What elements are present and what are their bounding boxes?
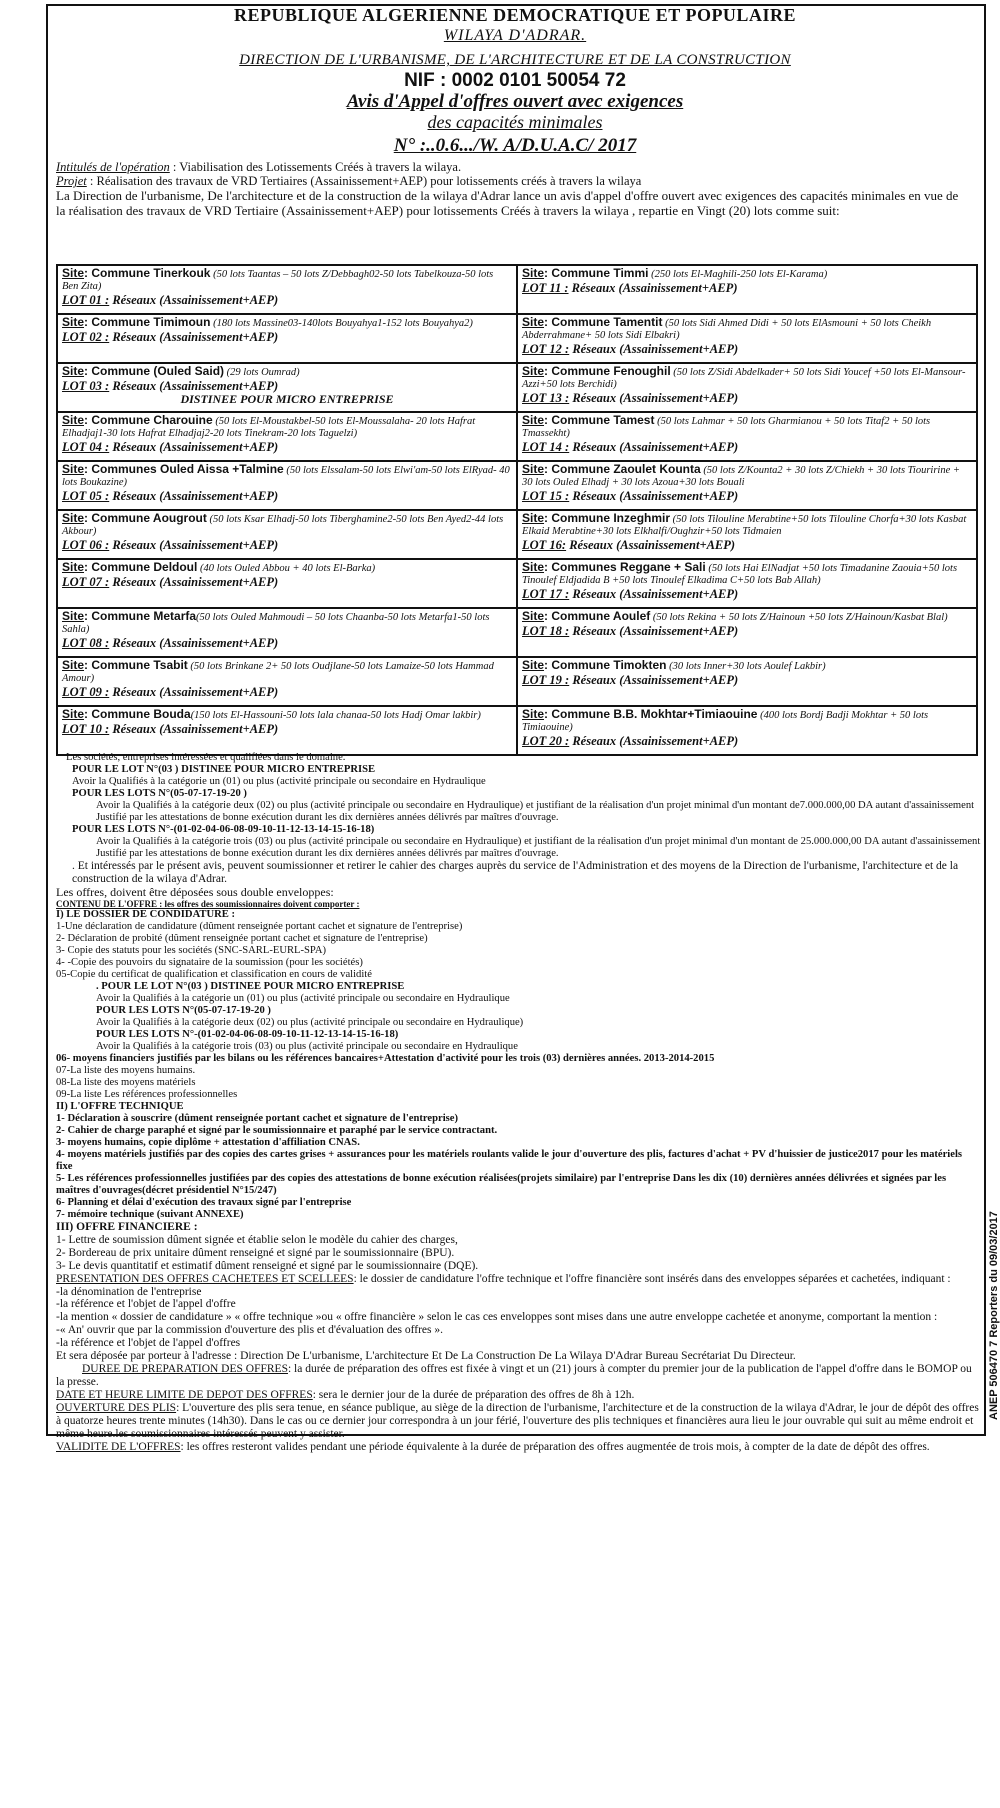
- commune-name: : Commune Aoulef: [544, 609, 651, 623]
- lots-detail: (50 lots Tilouline Merabtine+50 lots Tilouline Chorfa+30 lots Kasbat Elkaid Merabtine+30 lots Elkhalfi/Oughzir+50 lots Tidmaien: [522, 514, 967, 537]
- body-line: Les offres, doivent être déposées sous double enveloppes:: [56, 885, 334, 899]
- body-line: 08-La liste des moyens matériels: [56, 1076, 196, 1088]
- commune-name: : Commune Charouine: [84, 413, 213, 427]
- site-keyword: Site: [62, 609, 85, 623]
- lots-detail: (50 lots Ksar Elhadj-50 lots Tiberghamine2-50 lots Ben Ayed2-44 lots Akbour): [62, 514, 504, 537]
- commune-name: : Commune (Ouled Said): [84, 364, 225, 378]
- body-line: 06- moyens financiers justifiés par les bilans ou les références bancaires+Attestation d'activité pour les trois (03) dernières années. 2013-2014-2015: [56, 1053, 715, 1065]
- lot-number: LOT 18 :: [522, 623, 570, 638]
- body-line: III) OFFRE FINANCIERE :: [56, 1220, 198, 1233]
- lot-line: [62, 489, 512, 503]
- commune-name: : Communes Ouled Aissa +Talmine: [84, 462, 284, 476]
- body-paragraph: Avoir la Qualifiés à la catégorie deux (02) ou plus (activité principale ou secondaire en Hydraulique) et justifiant de la réalisation d'un projet minimal d'un montant de7.000.000,00 DA autant d'assainissement Justifié par les attestations de bonne exécution durant les dix dernières années délivrés par maîtres d'ouvrage.: [96, 799, 975, 823]
- site-line: [522, 512, 972, 538]
- lots-detail: (150 lots El-Hassouni-50 lots lala chanaa-50 lots Hadj Omar lakbir): [190, 710, 481, 721]
- lot-reseau: Réseaux (Assainissement+AEP): [109, 721, 279, 736]
- lot-reseau: Réseaux (Assainissement+AEP): [109, 488, 279, 503]
- lot-number: LOT 09 :: [62, 684, 110, 699]
- lots-detail: (50 lots Z/Sidi Abdelkader+ 50 lots Sidi Youcef +50 lots El-Mansour-Azzi+50 lots Berchidi): [522, 367, 966, 390]
- lots-detail: (30 lots Inner+30 lots Aoulef Lakbir): [666, 661, 826, 672]
- lot-number: LOT 12 :: [522, 341, 570, 356]
- lot-line: [522, 538, 972, 552]
- body-line: . POUR LE LOT N°(03 ) DISTINEE POUR MICRO ENTREPRISE: [96, 981, 405, 993]
- avis-number: N° :..0.6.../W. A/D.U.A.C/ 2017: [393, 135, 637, 157]
- body-line: Avoir la Qualifiés à la catégorie un (01) ou plus (activité principale ou secondaire en Hydraulique: [72, 775, 486, 787]
- operation-line: [56, 160, 968, 174]
- lot-line: [522, 440, 972, 454]
- lot-reseau: Réseaux (Assainissement+AEP): [569, 439, 739, 454]
- body-line: 2- Cahier de charge paraphé et signé par le soumissionnaire et paraphé par le service contractant.: [56, 1124, 498, 1136]
- duree-label: DUREE DE PREPARATION DES OFFRES: [82, 1363, 288, 1376]
- body-line: -la dénomination de l'entreprise: [56, 1285, 202, 1298]
- commune-name: : Commune Timokten: [544, 658, 667, 672]
- body-line: POUR LE LOT N°(03 ) DISTINEE POUR MICRO ENTREPRISE: [72, 763, 376, 775]
- lot-cell: [57, 265, 517, 314]
- lot-line: [522, 734, 972, 748]
- body-paragraph: Et sera déposée par porteur à l'adresse : Direction De L'urbanisme, L'architecture Et De La Construction De La Wilaya D'Adrar Bureau Secrétariat Du Directeur.: [56, 1350, 796, 1363]
- body-paragraph: Avoir la Qualifiés à la catégorie trois (03) ou plus (activité principale ou secondaire en Hydraulique) et justifiant de la réalisation d'un projet minimal d'un montant de 25.000.000,00 DA autant d'assainissement Justifié par les attestations de bonne exécution durant les dix dernières années délivrés par maîtres d'ouvrage.: [96, 835, 981, 859]
- site-keyword: Site: [62, 364, 85, 378]
- lot-cell: [57, 706, 517, 755]
- lots-detail: (250 lots El-Maghili-250 lots El-Karama): [648, 269, 828, 280]
- lot-reseau: Réseaux (Assainissement+AEP): [109, 574, 279, 589]
- body-line: 07-La liste des moyens humains.: [56, 1064, 196, 1076]
- lots-detail: (400 lots Bordj Badji Mokhtar + 50 lots Timiaouine): [522, 710, 929, 733]
- presentation-text: : le dossier de candidature l'offre technique et l'offre financière sont insérés dans des enveloppes séparées et cachetées, indiquant :: [353, 1272, 951, 1285]
- lot-reseau: Réseaux (Assainissement+AEP): [109, 292, 279, 307]
- date-text: : sera le dernier jour de la durée de préparation des offres de 8h à 12h.: [312, 1389, 635, 1402]
- lot-cell: [517, 559, 977, 608]
- lots-row: [57, 608, 977, 657]
- site-keyword: Site: [522, 560, 545, 574]
- lots-row: [57, 412, 977, 461]
- lot-reseau: Réseaux (Assainissement+AEP): [569, 672, 739, 687]
- body-line: Avoir la Qualifiés à la catégorie trois (03) ou plus (activité principale ou secondaire en Hydraulique: [96, 1041, 518, 1053]
- body-line: -« An' ouvrir que par la commission d'ouverture des plis et d'évaluation des offres ».: [56, 1324, 444, 1337]
- site-keyword: Site: [62, 707, 85, 721]
- lot-cell: [517, 314, 977, 363]
- commune-name: : Commune Inzeghmir: [544, 511, 671, 525]
- lot-cell: [57, 559, 517, 608]
- lot-reseau: Réseaux (Assainissement+AEP): [109, 329, 279, 344]
- site-keyword: Site: [522, 707, 545, 721]
- site-line: [62, 316, 512, 330]
- site-line: [62, 365, 512, 379]
- lot-line: [522, 281, 972, 295]
- commune-name: : Commune Aougrout: [84, 511, 207, 525]
- lot-line: [62, 636, 512, 650]
- lot-cell: [57, 363, 517, 412]
- lots-row: [57, 461, 977, 510]
- lot-reseau: Réseaux (Assainissement+AEP): [569, 390, 739, 405]
- lots-detail: (50 lots Brinkane 2+ 50 lots Oudjlane-50 lots Lamaize-50 lots Hammad Amour): [62, 661, 494, 684]
- commune-name: : Commune Bouda: [84, 707, 191, 721]
- validite-label: VALIDITE DE L'OFFRES: [56, 1441, 181, 1454]
- lots-detail: (50 lots El-Moustakbel-50 lots El-Moussalaha- 20 lots Hafrat Elhadjaj1-30 lots Hafrat Elhadjaj2-20 lots Tinekram-20 lots Taguelzi): [62, 416, 476, 439]
- lot-number: LOT 16:: [522, 537, 567, 552]
- site-keyword: Site: [62, 560, 85, 574]
- republic-title: REPUBLIQUE ALGERIENNE DEMOCRATIQUE ET POPULAIRE: [234, 5, 796, 25]
- lot-cell: [517, 657, 977, 706]
- commune-name: : Commune Timimoun: [84, 315, 211, 329]
- lot-reseau: Réseaux (Assainissement+AEP): [569, 488, 739, 503]
- site-keyword: Site: [522, 658, 545, 672]
- site-line: [522, 267, 972, 281]
- lot-cell: [57, 314, 517, 363]
- site-keyword: Site: [522, 364, 545, 378]
- body-line: CONTENU DE L'OFFRE : les offres des soumissionnaires doivent comporter :: [56, 899, 360, 910]
- site-line: [62, 561, 512, 575]
- lot-reseau: Réseaux (Assainissement+AEP): [569, 623, 739, 638]
- lot-line: [62, 538, 512, 552]
- avis-title: Avis d'Appel d'offres ouvert avec exigences: [346, 90, 684, 112]
- lot-number: LOT 02 :: [62, 329, 110, 344]
- site-line: [522, 659, 972, 673]
- lot-line: [62, 575, 512, 589]
- lot-line: [522, 624, 972, 638]
- body-paragraph: . Et intéressés par le présent avis, peuvent soumissionner et retirer le cahier des charges auprès du service de l'Administration et des moyens de la Direction de l'urbanisme, l'architecture et de la construction de la wilaya d'Adrar.: [72, 859, 959, 885]
- site-keyword: Site: [62, 658, 85, 672]
- body-line: 6- Planning et délai d'exécution des travaux signé par l'entreprise: [56, 1196, 352, 1208]
- lot-cell: [517, 363, 977, 412]
- lot-line: [62, 293, 512, 307]
- lots-detail: (50 lots Sidi Ahmed Didi + 50 lots ElAsmouni + 50 lots Cheikh Abderrahmane+ 50 lots Sidi Elbakri): [522, 318, 932, 341]
- intro-paragraph: La Direction de l'urbanisme, De l'architecture et de la construction de la wilaya d'Adrar lance un avis d'appel d'offre ouvert avec exigences des capacités minimales en vue de la réalisation des travaux de VRD Tertiaire (Assainissement+AEP) pour lotissements Créés à travers la wilaya , repartie en Vingt (20) lots comme suit:: [56, 187, 959, 218]
- lot-number: LOT 07 :: [62, 574, 110, 589]
- lot-cell: [517, 412, 977, 461]
- body-line: 1- Lettre de soumission dûment signée et établie selon le modèle du cahier des charges,: [56, 1233, 458, 1246]
- site-keyword: Site: [522, 462, 545, 476]
- micro-entreprise-note: DISTINEE POUR MICRO ENTREPRISE: [180, 391, 394, 406]
- lot-number: LOT 04 :: [62, 439, 110, 454]
- operation-label: Intitulés de l'opération: [56, 160, 170, 174]
- body-line: II) L'OFFRE TECHNIQUE: [56, 1100, 184, 1112]
- site-line: [62, 610, 512, 636]
- lot-cell: [517, 510, 977, 559]
- direction-title: DIRECTION DE L'URBANISME, DE L'ARCHITECTURE ET DE LA CONSTRUCTION: [239, 52, 791, 69]
- lot-reseau: Réseaux (Assainissement+AEP): [109, 378, 279, 393]
- lot-line: [62, 440, 512, 454]
- date-label: DATE ET HEURE LIMITE DE DEPOT DES OFFRES: [56, 1389, 313, 1402]
- projet-label: Projet: [56, 174, 87, 189]
- site-line: [522, 463, 972, 489]
- site-keyword: Site: [62, 266, 85, 280]
- lot-cell: [517, 706, 977, 755]
- site-line: [62, 463, 512, 489]
- body-line: 09-La liste Les références professionnelles: [56, 1088, 238, 1100]
- ouverture-text: : L'ouverture des plis sera tenue, en séance publique, au siège de la direction de l'urbanisme, l'architecture et de la construction de la wilaya d'Adrar, le jour de dépôt des offres à quatorze heures trente minutes (14h30). Dans le cas ou ce dernier jour correspondra à un jour férié, l'ouverture des plis techniques et financières aura lieu le jour ouvrable qui suit au même endroit et même heure.les soumissionnaires intéressés peuvent y assister.: [56, 1402, 979, 1441]
- lots-detail: (50 lots Ouled Mahmoudi – 50 lots Chaanba-50 lots Metarfa1-50 lots Sahla): [62, 612, 490, 635]
- lot-reseau: Réseaux (Assainissement+AEP): [569, 733, 739, 748]
- lot-reseau: Réseaux (Assainissement+AEP): [569, 341, 739, 356]
- lot-number: LOT 17 :: [522, 586, 570, 601]
- site-keyword: Site: [522, 511, 545, 525]
- lots-row: [57, 559, 977, 608]
- lot-cell: [57, 412, 517, 461]
- body-line: 3- Le devis quantitatif et estimatif dûment renseigné et signé par le soumissionnaire (DQE).: [56, 1259, 479, 1272]
- lots-row: [57, 363, 977, 412]
- lot-line: [62, 722, 512, 736]
- body-line: 05-Copie du certificat de qualification et classification en cours de validité: [56, 969, 372, 981]
- lot-number: LOT 01 :: [62, 292, 110, 307]
- lot-reseau: Réseaux (Assainissement+AEP): [568, 280, 738, 295]
- site-line: [62, 267, 512, 293]
- lots-row: [57, 510, 977, 559]
- commune-name: : Communes Reggane + Sali: [544, 560, 706, 574]
- duree-paragraph: [56, 1363, 981, 1389]
- lot-reseau: Réseaux (Assainissement+AEP): [109, 439, 279, 454]
- lot-number: LOT 15 :: [522, 488, 570, 503]
- site-line: [522, 365, 972, 391]
- lot-reseau: Réseaux (Assainissement+AEP): [109, 684, 279, 699]
- lot-line: [62, 685, 512, 699]
- nif-number: NIF : 0002 0101 50054 72: [404, 69, 626, 91]
- lot-number: LOT 11 :: [522, 280, 569, 295]
- site-keyword: Site: [522, 609, 545, 623]
- body-line: 7- mémoire technique (suivant ANNEXE): [56, 1208, 244, 1220]
- body-paragraph: 4- moyens matériels justifiés par des copies des cartes grises + assurances pour les matériels roulants valide le jour d'ouverture des plis, factures d'achat + PV d'huissier de justice2017 pour les matériels fixe: [56, 1148, 963, 1172]
- intro-section: [56, 160, 968, 219]
- site-line: [522, 708, 972, 734]
- body-line: 4- -Copie des pouvoirs du signataire de la soumission (pour les sociétés): [56, 957, 363, 969]
- wilaya-title: WILAYA D'ADRAR.: [443, 26, 587, 44]
- lot-reseau: Réseaux (Assainissement+AEP): [109, 537, 279, 552]
- commune-name: : Commune Zaoulet Kounta: [544, 462, 701, 476]
- body-paragraph: -la mention « dossier de candidature » « offre technique »ou « offre financière » selon le cas ces enveloppes sont mises dans une autre enveloppe cachetée et anonyme, comportant la mention :: [56, 1311, 938, 1324]
- lot-number: LOT 08 :: [62, 635, 110, 650]
- commune-name: : Commune Tamest: [544, 413, 655, 427]
- lot-cell: [517, 265, 977, 314]
- ouverture-label: OUVERTURE DES PLIS: [56, 1402, 177, 1415]
- lots-detail: (50 lots Elssalam-50 lots Elwi'am-50 lots ElRyad- 40 lots Boukazine): [62, 465, 510, 488]
- body-line: POUR LES LOTS N°-(01-02-04-06-08-09-10-11-12-13-14-15-16-18): [72, 823, 375, 835]
- commune-name: : Commune B.B. Mokhtar+Timiaouine: [544, 707, 758, 721]
- lot-number: LOT 13 :: [522, 390, 570, 405]
- site-keyword: Site: [62, 462, 85, 476]
- date-paragraph: [56, 1389, 981, 1402]
- lot-cell: [517, 608, 977, 657]
- body-line: 2- Déclaration de probité (dûment renseignée portant cachet et signature de l'entreprise): [56, 933, 428, 945]
- site-line: [62, 414, 512, 440]
- lot-number: LOT 14 :: [522, 439, 570, 454]
- body-line: I) LE DOSSIER DE CONDIDATURE :: [56, 909, 236, 921]
- projet-text: : Réalisation des travaux de VRD Tertiaires (Assainissement+AEP) pour lotissements créés à travers la wilaya: [86, 174, 642, 189]
- validite-text: : les offres resteront valides pendant une période équivalente à la durée de préparation des offres augmentée de trois mois, à compter de la date de dépôt des offres.: [180, 1441, 930, 1454]
- site-keyword: Site: [62, 413, 85, 427]
- lots-detail: (50 lots Lahmar + 50 lots Gharmianou + 50 lots Titaf2 + 50 lots Tmassekht): [522, 416, 931, 439]
- lot-cell: [517, 461, 977, 510]
- lot-number: LOT 19 :: [522, 672, 570, 687]
- commune-name: : Commune Tinerkouk: [84, 266, 211, 280]
- conditions-section: [56, 752, 981, 1454]
- commune-name: : Commune Tamentit: [544, 315, 663, 329]
- body-paragraph: 5- Les références professionnelles justifiées par des copies des attestations de bonne exécution réalisées(projets similaire) par l'entreprise Dans les dix (10) dernières années délivrées et signées par les maîtres d'ouvrages(décret présidentiel N°15/247): [56, 1172, 947, 1196]
- announcement-header: [60, 6, 970, 157]
- commune-name: : Commune Metarfa: [84, 609, 197, 623]
- duree-text: : la durée de préparation des offres est fixée à vingt et un (21) jours à compter du premier jour de la publication de l'appel d'offre dans le BOMOP ou la presse.: [56, 1363, 972, 1389]
- body-line: Avoir la Qualifiés à la catégorie deux (02) ou plus (activité principale ou secondaire en Hydraulique): [96, 1017, 524, 1029]
- lots-detail: (50 lots Rekina + 50 lots Z/Hainoun +50 lots Z/Hainoun/Kasbat Blal): [650, 612, 948, 623]
- publication-note: ANEP 506470 7 Reporters du 09/03/2017: [988, 1211, 1000, 1420]
- lot-line: [522, 673, 972, 687]
- lot-line: [522, 587, 972, 601]
- body-line: 3- Copie des statuts pour les sociétés (SNC-SARL-EURL-SPA): [56, 945, 327, 957]
- site-keyword: Site: [62, 511, 85, 525]
- commune-name: : Commune Tsabit: [84, 658, 188, 672]
- lot-cell: [57, 461, 517, 510]
- lot-number: LOT 20 :: [522, 733, 570, 748]
- lots-detail: (50 lots Taantas – 50 lots Z/Debbagh02-50 lots Tabelkouza-50 lots Ben Zita): [62, 269, 494, 292]
- body-line: 2- Bordereau de prix unitaire dûment renseigné et signé par le soumissionnaire (BPU).: [56, 1246, 455, 1259]
- site-line: [62, 512, 512, 538]
- site-line: [522, 316, 972, 342]
- site-line: [62, 708, 512, 722]
- body-line: 1-Une déclaration de candidature (dûment renseignée portant cachet et signature de l'entreprise): [56, 921, 463, 933]
- ouverture-paragraph: [56, 1402, 981, 1441]
- lot-line: [62, 379, 512, 393]
- site-line: [62, 659, 512, 685]
- body-line: Avoir la Qualifiés à la catégorie un (01) ou plus (activité principale ou secondaire en Hydraulique: [96, 993, 510, 1005]
- body-line: 3- moyens humains, copie diplôme + attestation d'affiliation CNAS.: [56, 1136, 360, 1148]
- lot-reseau: Réseaux (Assainissement+AEP): [569, 586, 739, 601]
- lot-line: [522, 342, 972, 356]
- lot-line: [522, 489, 972, 503]
- body-line: POUR LES LOTS N°(05-07-17-19-20 ): [72, 787, 247, 799]
- commune-name: : Commune Timmi: [544, 266, 649, 280]
- lots-row: [57, 657, 977, 706]
- lots-detail: (40 lots Ouled Abbou + 40 lots El-Barka): [197, 563, 376, 574]
- site-line: [522, 561, 972, 587]
- lots-row: [57, 706, 977, 755]
- projet-line: [56, 174, 968, 188]
- lot-line: [522, 391, 972, 405]
- lots-row: [57, 265, 977, 314]
- site-line: [522, 414, 972, 440]
- site-keyword: Site: [522, 315, 545, 329]
- lot-number: LOT 10 :: [62, 721, 110, 736]
- validite-paragraph: [56, 1441, 981, 1454]
- site-keyword: Site: [522, 266, 545, 280]
- site-keyword: Site: [62, 315, 85, 329]
- body-line: 1- Déclaration à souscrire (dûment renseignée portant cachet et signature de l'entreprise): [56, 1112, 458, 1124]
- lot-number: LOT 05 :: [62, 488, 110, 503]
- lot-line: [62, 330, 512, 344]
- lot-cell: [57, 510, 517, 559]
- avis-subtitle: des capacités minimales: [427, 111, 603, 132]
- operation-text: : Viabilisation des Lotissements Créés à travers la wilaya.: [169, 160, 462, 174]
- site-line: [522, 610, 972, 624]
- lot-number: LOT 03 :: [62, 378, 110, 393]
- lots-detail: (50 lots Hai ElNadjat +50 lots Timadanine Zaouia+50 lots Tinoulef Eldjadida B +50 lots Tinoulef Elkadima C+50 lots Bab Allah): [522, 563, 958, 586]
- lots-detail: (29 lots Oumrad): [224, 367, 300, 378]
- body-line: Les sociétés, entreprises intéressées et qualifiées dans le domaine.: [66, 752, 346, 763]
- presentation-paragraph: [56, 1273, 981, 1286]
- commune-name: : Commune Fenoughil: [544, 364, 671, 378]
- lot-reseau: Réseaux (Assainissement+AEP): [566, 537, 736, 552]
- body-line: -la référence et l'objet de l'appel d'offre: [56, 1298, 236, 1311]
- commune-name: : Commune Deldoul: [84, 560, 198, 574]
- lot-cell: [57, 608, 517, 657]
- lot-number: LOT 06 :: [62, 537, 110, 552]
- lots-table: [56, 264, 978, 756]
- presentation-label: PRESENTATION DES OFFRES CACHETEES ET SCELLEES: [56, 1272, 354, 1285]
- lot-reseau: Réseaux (Assainissement+AEP): [109, 635, 279, 650]
- body-line: POUR LES LOTS N°-(01-02-04-06-08-09-10-11-12-13-14-15-16-18): [96, 1029, 399, 1041]
- lots-detail: (180 lots Massine03-140lots Bouyahya1-152 lots Bouyahya2): [210, 318, 473, 329]
- site-keyword: Site: [522, 413, 545, 427]
- body-line: POUR LES LOTS N°(05-07-17-19-20 ): [96, 1005, 271, 1017]
- body-line: -la référence et l'objet de l'appel d'offres: [56, 1337, 241, 1350]
- lot-cell: [57, 657, 517, 706]
- lots-detail: (50 lots Z/Kounta2 + 30 lots Z/Chiekh + 30 lots Tiouririne + 30 lots Ouled Elhadj + 30 lots Azoua+30 lots Bouali: [522, 465, 960, 488]
- lots-row: [57, 314, 977, 363]
